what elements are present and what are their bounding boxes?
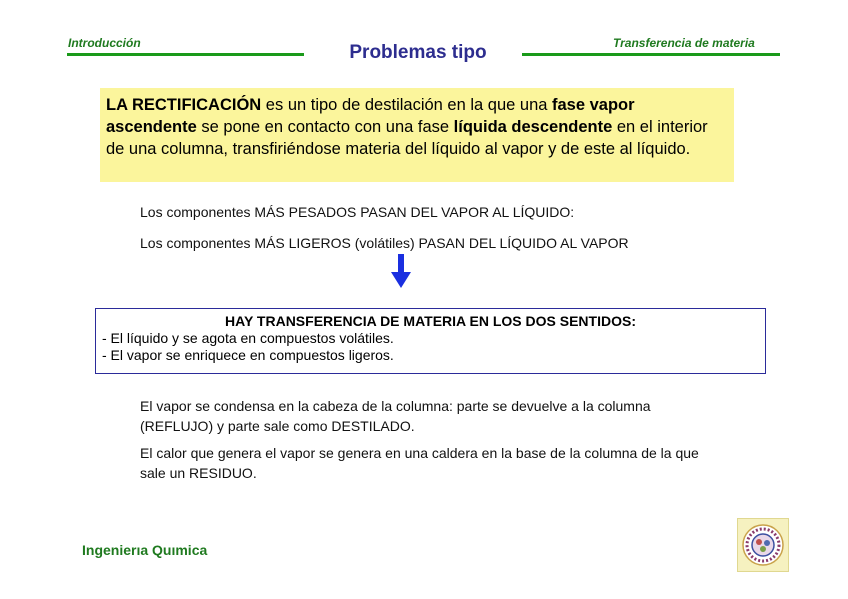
footer-label: Ingenierıa Quımica: [82, 542, 208, 558]
arrow-down-icon: [391, 254, 411, 288]
reflux-paragraph: El vapor se condensa en la cabeza de la columna: parte se devuelve a la columna (REFLUJO) y parte sale como DESTILADO.: [140, 398, 651, 434]
definition-box: [100, 88, 734, 182]
definition-term: LA RECTIFICACIÓN: [106, 96, 262, 114]
definition-text-1: es un tipo de destilación en la que una: [261, 96, 553, 114]
transfer-box: [95, 308, 766, 374]
definition-text-3: en el interior de una columna, transfiriéndose materia del líquido al vapor y de este al líquido.: [106, 118, 708, 158]
light-components-statement: Los componentes MÁS LIGEROS (volátiles) PASAN DEL LÍQUIDO AL VAPOR: [140, 235, 629, 251]
transfer-box-line-liquid: - El líquido y se agota en compuestos volátiles.: [102, 330, 394, 346]
residue-paragraph: El calor que genera el vapor se genera en una caldera en la base de la columna de la que sale un RESIDUO.: [140, 445, 699, 481]
definition-phase-vapor: fase vapor ascendente: [106, 96, 635, 136]
definition-phase-liquid: líquida descendente: [453, 118, 613, 136]
header-rule-right: [522, 53, 780, 56]
page-title: Problemas tipo: [349, 42, 487, 63]
definition-text-2: se pone en contacto con una fase: [196, 118, 454, 136]
header-rule-left: [67, 53, 304, 56]
header-right-label: Transferencia de materia: [613, 36, 755, 50]
transfer-box-line-vapor: - El vapor se enriquece en compuestos ligeros.: [102, 347, 394, 363]
transfer-box-heading: HAY TRANSFERENCIA DE MATERIA EN LOS DOS SENTIDOS:: [225, 313, 636, 329]
heavy-components-statement: Los componentes MÁS PESADOS PASAN DEL VAPOR AL LÍQUIDO:: [140, 204, 575, 220]
header-left-label: Introducción: [68, 36, 141, 50]
university-seal-icon: [737, 518, 789, 572]
